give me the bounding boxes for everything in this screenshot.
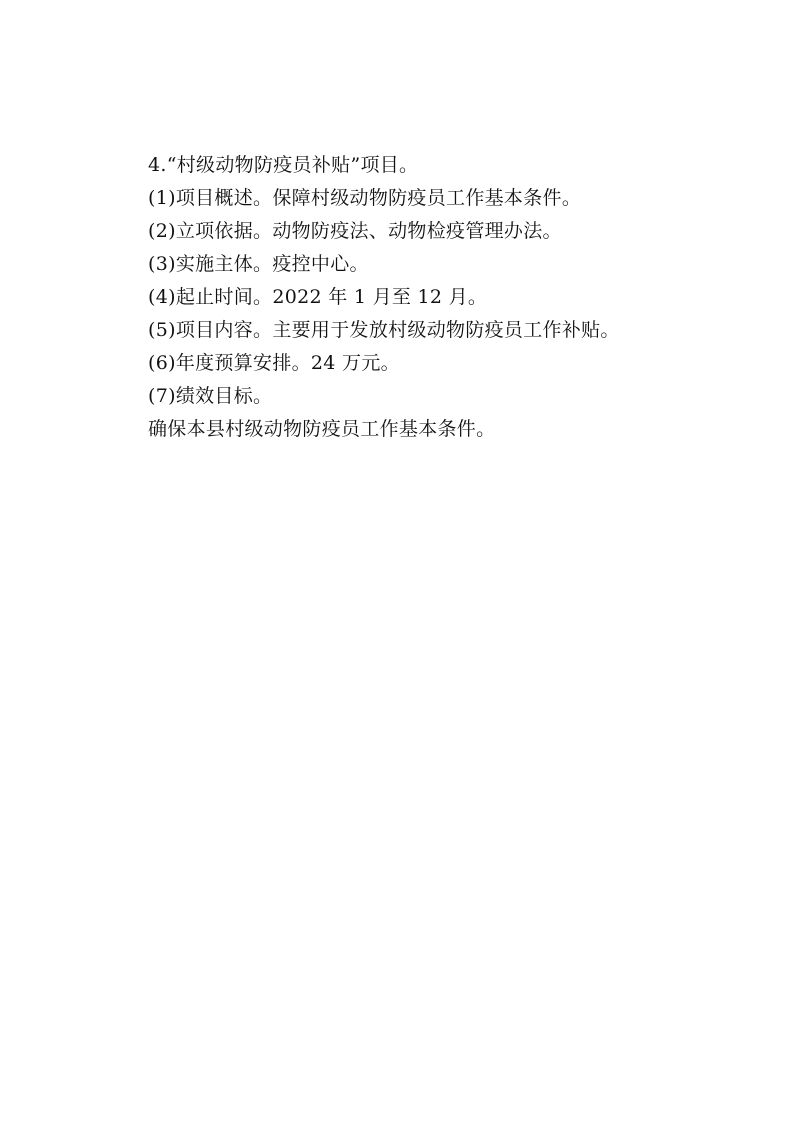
section-heading: 4.“村级动物防疫员补贴”项目。 <box>148 154 419 176</box>
item-budget: (6)年度预算安排。24 万元。 <box>148 352 400 374</box>
item-period: (4)起止时间。2022 年 1 月至 12 月。 <box>148 286 488 308</box>
item-content: (5)项目内容。主要用于发放村级动物防疫员工作补贴。 <box>148 319 620 341</box>
item-goal: (7)绩效目标。 <box>148 385 273 407</box>
goal-text: 确保本县村级动物防疫员工作基本条件。 <box>148 418 496 440</box>
item-implementer: (3)实施主体。疫控中心。 <box>148 253 369 275</box>
item-overview: (1)项目概述。保障村级动物防疫员工作基本条件。 <box>148 187 582 209</box>
document-body <box>148 149 708 446</box>
item-basis: (2)立项依据。动物防疫法、动物检疫管理办法。 <box>148 220 562 242</box>
